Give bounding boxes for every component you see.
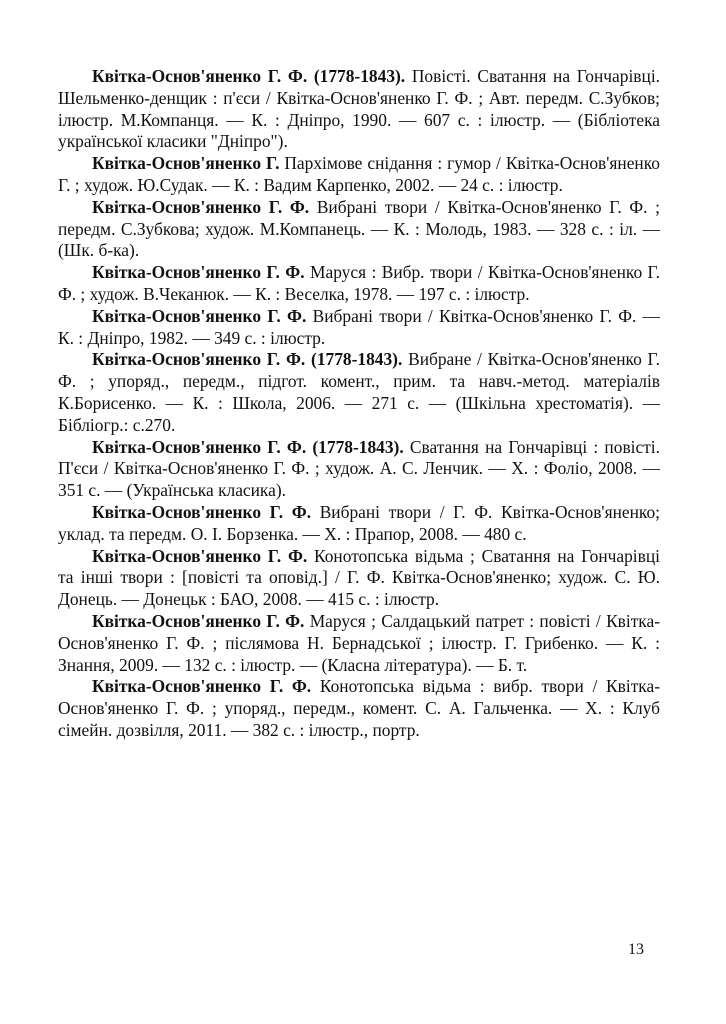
- bibliography-entry: [58, 197, 660, 262]
- entry-text: Сватання на Гончарівці : повісті. П'єси / Квітка-Основ'яненко Г. Ф. ; худож. А. С. Ленчик. — Х. : Фоліо, 2008. — 351 с. — (Українська класика).: [58, 436, 660, 501]
- bibliography-entry: [58, 502, 660, 546]
- entry-text: Вибрані твори / Квітка-Основ'яненко Г. Ф. — К. : Дніпро, 1982. — 349 с. : ілюстр.: [58, 305, 660, 348]
- bibliography-entry: [58, 349, 660, 436]
- entry-author: Квітка-Основ'яненко Г. Ф.: [92, 610, 305, 631]
- bibliography-entry: [58, 262, 660, 306]
- entry-text: Вибране / Квітка-Основ'яненко Г. Ф. ; упоряд., передм., підгот. комент., прим. та навч.-метод. матеріалів К.Борисенко. — К. : Школа, 2006. — 271 с. — (Шкільна хрестоматія). — Бібліогр.: с.270.: [58, 349, 660, 435]
- entry-author: Квітка-Основ'яненко Г. Ф. (1778-1843).: [92, 66, 406, 86]
- entry-author: Квітка-Основ'яненко Г. Ф.: [92, 501, 312, 522]
- entry-author: Квітка-Основ'яненко Г. Ф.: [92, 262, 305, 283]
- bibliography-entry: [58, 546, 660, 611]
- bibliography-entry: [58, 676, 660, 741]
- entry-author: Квітка-Основ'яненко Г.: [92, 153, 280, 174]
- entry-author: Квітка-Основ'яненко Г. Ф. (1778-1843).: [92, 436, 404, 457]
- entry-author: Квітка-Основ'яненко Г. Ф.: [92, 305, 307, 326]
- entry-text: Вибрані твори / Г. Ф. Квітка-Основ'яненко; уклад. та передм. О. І. Борзенка. — Х. : Прапор, 2008. — 480 с.: [58, 501, 660, 544]
- bibliography-entry: [58, 306, 660, 350]
- page-number: 13: [628, 941, 644, 958]
- entry-text: Маруся ; Салдацький патрет : повісті / Квітка-Основ'яненко Г. Ф. ; післямова Н. Бернадської ; ілюстр. Г. Грибенко. — К. : Знання, 2009. — 132 с. : ілюстр. — (Класна література). — Б. т.: [58, 610, 661, 675]
- bibliography-entry: [58, 66, 660, 153]
- bibliography-list: [58, 66, 660, 742]
- bibliography-entry: [58, 611, 660, 676]
- entry-text: Пархімове снідання : гумор / Квітка-Основ'яненко Г. ; худож. Ю.Судак. — К. : Вадим Карпенко, 2002. — 24 с. : ілюстр.: [58, 153, 660, 195]
- bibliography-entry: [58, 153, 660, 197]
- entry-text: Повісті. Сватання на Гончарівці. Шельменко-денщик : п'єси / Квітка-Основ'яненко Г. Ф. ; Авт. передм. С.Зубков; ілюстр. М.Компанця. — К. : Дніпро, 1990. — 607 с. : ілюстр. — (Бібліотека української класики "Дніпро").: [58, 66, 660, 152]
- entry-text: Конотопська відьма : вибр. твори / Квітка-Основ'яненко Г. Ф. ; упоряд., передм., комент. С. А. Гальченка. — Х. : Клуб сімейн. дозвілля, 2011. — 382 с. : ілюстр., портр.: [58, 676, 660, 740]
- bibliography-entry: [58, 437, 660, 502]
- entry-text: Маруся : Вибр. твори / Квітка-Основ'яненко Г. Ф. ; худож. В.Чеканюк. — К. : Веселка, 1978. — 197 с. : ілюстр.: [58, 262, 660, 304]
- entry-text: Конотопська відьма ; Сватання на Гончарівці та інші твори : [повісті та оповід.] / Г. Ф. Квітка-Основ'яненко; худож. С. Ю. Донець. — Донецьк : БАО, 2008. — 415 с. : ілюстр.: [58, 545, 660, 610]
- entry-author: Квітка-Основ'яненко Г. Ф.: [92, 196, 310, 217]
- entry-author: Квітка-Основ'яненко Г. Ф. (1778-1843).: [92, 349, 403, 370]
- entry-text: Вибрані твори / Квітка-Основ'яненко Г. Ф. ; передм. С.Зубкова; худож. М.Компанець. — К. : Молодь, 1983. — 328 с. : іл. — (Шк. б-ка).: [58, 196, 660, 261]
- entry-author: Квітка-Основ'яненко Г. Ф.: [92, 676, 312, 697]
- entry-author: Квітка-Основ'яненко Г. Ф.: [92, 545, 308, 566]
